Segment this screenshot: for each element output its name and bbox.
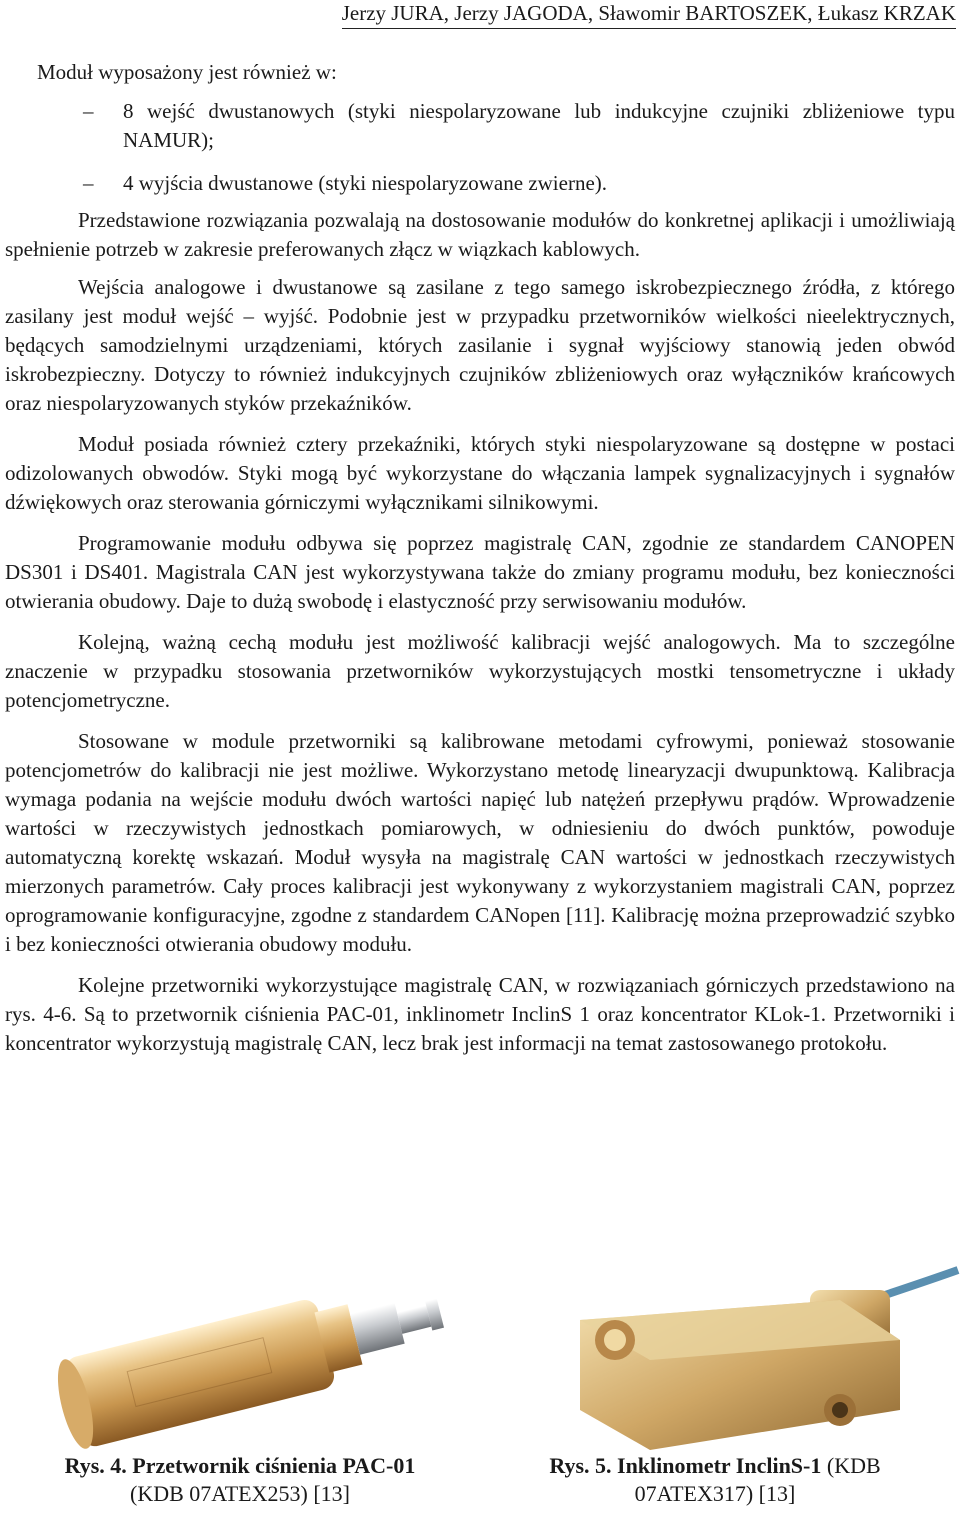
list-item bbox=[5, 169, 955, 198]
paragraph: Kolejne przetworniki wykorzystujące magistralę CAN, w rozwiązaniach górniczych przedstawiono na rys. 4-6. Są to przetwornik ciśnienia PAC-01, inklinometr InclinS 1 oraz koncentrator KLok-1. Przetworniki i koncentrator wykorzystują magistralę CAN, lecz brak jest informacji na temat zastosowanego protokołu. bbox=[5, 973, 955, 1055]
running-header: Jerzy JURA, Jerzy JAGODA, Sławomir BARTOSZEK, Łukasz KRZAK bbox=[342, 0, 956, 29]
figures-area bbox=[0, 1270, 960, 1521]
figure-caption-ref: (KDB 07ATEX253) [13] bbox=[130, 1481, 350, 1506]
paragraph: Programowanie modułu odbywa się poprzez magistralę CAN, zgodnie ze standardem CANOPEN DS301 i DS401. Magistrala CAN jest wykorzystywana także do zmiany programu modułu, bez konieczności otwierania obudowy. Daje to dużą swobodę i elastyczność przy serwisowaniu modułów. bbox=[5, 531, 955, 613]
feature-list bbox=[5, 97, 955, 198]
figure-caption-ref: 07ATEX317) [13] bbox=[634, 1481, 796, 1506]
list-item-text: 4 wyjścia dwustanowe (styki niespolaryzowane zwierne). bbox=[123, 171, 608, 195]
list-item-text: 8 wejść dwustanowych (styki niespolaryzowane lub indukcyjne czujniki zbliżeniowe typu NAMUR); bbox=[123, 99, 955, 152]
pressure-transducer-image bbox=[28, 1270, 468, 1450]
inclinometer-image bbox=[540, 1260, 960, 1460]
paragraph: Stosowane w module przetworniki są kalibrowane metodami cyfrowymi, ponieważ stosowanie potencjometrów do kalibracji nie jest możliwe. Wykorzystano metodę linearyzacji dwupunktową. Kalibracja wymaga podania na wejście modułu dwóch wartości napięć lub natężeń przepływu prądów. Wprowadzenie wartości w rzeczywistych jednostkach pomiarowych, w odniesieniu do dwóch punktów, powoduje automatyczną korektę wskazań. Moduł wysyła na magistralę CAN wartości w jednostkach rzeczywistych mierzonych parametrów. Cały proces kalibracji jest wykonywany z wykorzystaniem magistrali CAN, poprzez oprogramowanie konfiguracyjne, zgodne z standardem CANopen [11]. Kalibrację można przeprowadzić szybko i bez konieczności otwierania obudowy modułu. bbox=[5, 729, 955, 956]
figure-caption-title: Rys. 5. Inklinometr InclinS-1 bbox=[549, 1453, 822, 1478]
figure-caption bbox=[10, 1452, 470, 1508]
paragraph: Moduł posiada również cztery przekaźniki, których styki niespolaryzowane są dostępne w postaci odizolowanych obwodów. Styki mogą być wykorzystane do włączania lampek sygnalizacyjnych i sygnałów dźwiękowych oraz sterowania górniczymi wyłącznikami silnikowymi. bbox=[5, 432, 955, 514]
intro-text: Moduł wyposażony jest również w: bbox=[37, 60, 337, 84]
list-item bbox=[5, 97, 955, 155]
page-body bbox=[5, 58, 955, 1058]
figure-caption: Rys. 5. Inklinometr InclinS-1 (KDB 07ATEX317) [13] bbox=[549, 1453, 881, 1506]
paragraph: Przedstawione rozwiązania pozwalają na dostosowanie modułów do konkretnej aplikacji i umożliwiają spełnienie potrzeb w zakresie preferowanych złącz w wiązkach kablowych. bbox=[5, 208, 955, 261]
figure-caption-title: Rys. 4. Przetwornik ciśnienia PAC-01 bbox=[64, 1453, 416, 1478]
paragraph: Wejścia analogowe i dwustanowe są zasilane z tego samego iskrobezpiecznego źródła, z którego zasilany jest moduł wejść – wyjść. Podobnie jest w przypadku przetworników wielkości nieelektrycznych, będących samodzielnymi urządzeniami, których zasilanie i sygnał wyjściowy stanowią jeden obwód iskrobezpieczny. Dotyczy to również indukcyjnych czujników zbliżeniowych oraz wyłączników krańcowych oraz niespolaryzowanych styków przekaźników. bbox=[5, 275, 955, 415]
bullet-dash: – bbox=[83, 99, 94, 123]
paragraph: Kolejną, ważną cechą modułu jest możliwość kalibracji wejść analogowych. Ma to szczególne znaczenie w przypadku stosowania przetworników wykorzystujących mostki tensometryczne i układy potencjometryczne. bbox=[5, 630, 955, 712]
bullet-dash: – bbox=[83, 171, 94, 195]
